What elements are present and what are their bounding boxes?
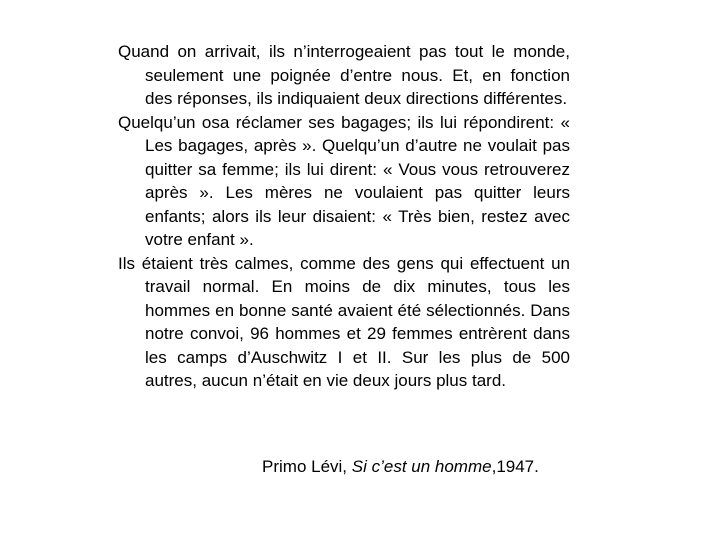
paragraph-1: Quand on arrivait, ils n’interrogeaient pas tout le monde, seulement une poignée d’entre nous. Et, en fonction des réponses, ils indiquaient deux directions différentes. bbox=[118, 42, 570, 108]
paragraph-2: Quelqu’un osa réclamer ses bagages; ils lui répondirent: « Les bagages, après ». Quelqu’un d’autre ne voulait pas quitter sa femme; ils lui dirent: « Vous vous retrouverez après ». Les mères ne voulaient pas quitter leurs enfants; alors ils leur disaient: « Très bien, restez avec votre enfant ». bbox=[118, 112, 570, 249]
citation-year: ,1947. bbox=[491, 457, 539, 476]
quote-text-block bbox=[118, 40, 570, 393]
citation-author: Primo Lévi, bbox=[262, 457, 352, 476]
citation bbox=[262, 455, 539, 478]
citation-title: Si c’est un homme bbox=[351, 457, 492, 476]
paragraph-3: Ils étaient très calmes, comme des gens qui effectuent un travail normal. En moins de dix minutes, tous les hommes en bonne santé avaient été sélectionnés. Dans notre convoi, 96 hommes et 29 femmes entrèrent dans les camps d’Auschwitz I et II. Sur les plus de 500 autres, aucun n’était en vie deux jours plus tard. bbox=[118, 253, 570, 390]
